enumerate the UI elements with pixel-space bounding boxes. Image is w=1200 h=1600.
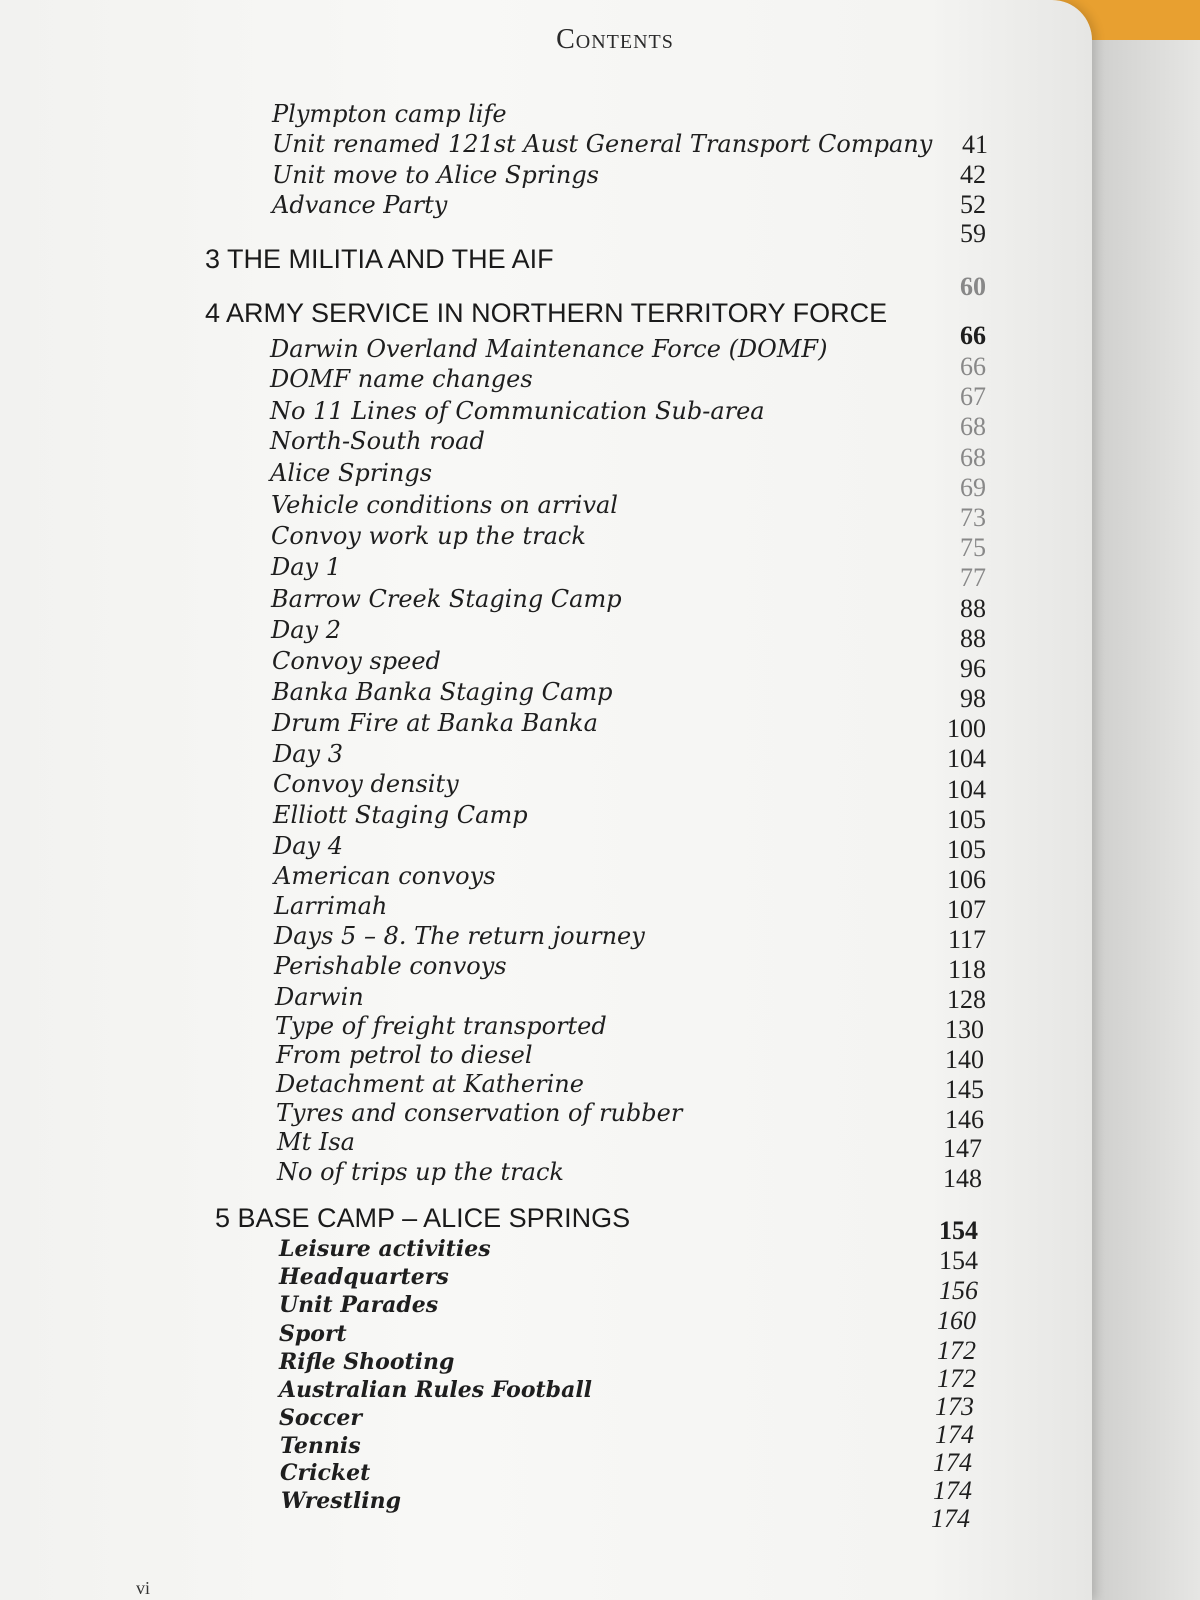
toc-entry: Headquarters: [279, 1264, 449, 1290]
toc-entry: Days 5 – 8. The return journey: [274, 922, 645, 950]
toc-entry: Soccer: [279, 1405, 362, 1431]
page-number: 67: [960, 382, 986, 411]
page-number: 88: [960, 624, 986, 653]
toc-entry: Elliott Staging Camp: [273, 801, 528, 829]
page-number: 174: [935, 1420, 974, 1449]
page-number: 59: [960, 219, 986, 248]
toc-entry: Darwin: [275, 983, 364, 1011]
page-number: 73: [960, 503, 986, 532]
page-number: 107: [947, 895, 986, 924]
page-number: 68: [960, 412, 986, 441]
toc-entry: Wrestling: [281, 1488, 401, 1514]
page-number: 145: [945, 1075, 984, 1104]
next-page-edge: [1092, 40, 1200, 1600]
toc-entry: Mt Isa: [277, 1128, 355, 1156]
toc-entry: Unit move to Alice Springs: [272, 161, 599, 189]
toc-entry: From petrol to diesel: [276, 1041, 533, 1069]
page-number: 174: [931, 1504, 970, 1533]
toc-entry: Convoy work up the track: [271, 522, 586, 550]
page-number: 147: [943, 1134, 982, 1163]
toc-entry: Vehicle conditions on arrival: [271, 491, 618, 519]
page-number: 96: [960, 654, 986, 683]
page-number: 41: [962, 130, 988, 159]
page-number: 105: [947, 805, 986, 834]
chapter-heading: 3 THE MILITIA AND THE AIF: [205, 244, 554, 274]
page-number: 66: [960, 321, 986, 350]
page-number: 104: [947, 744, 986, 773]
toc-entry: Unit Parades: [279, 1292, 439, 1318]
toc-entry: American convoys: [274, 862, 496, 890]
page-number: 42: [960, 160, 986, 189]
page-number: 148: [943, 1164, 982, 1193]
page-number: 160: [937, 1306, 976, 1335]
page-number: 174: [933, 1476, 972, 1505]
toc-entry: Banka Banka Staging Camp: [272, 678, 613, 706]
page-number: 75: [960, 533, 986, 562]
toc-entry: Darwin Overland Maintenance Force (DOMF): [270, 335, 828, 363]
toc-entry: Alice Springs: [270, 459, 433, 487]
page-number: 173: [935, 1392, 974, 1421]
page-number: 77: [960, 563, 986, 592]
toc-entry: Type of freight transported: [275, 1012, 607, 1040]
page-number: 130: [945, 1015, 984, 1044]
page-number: 106: [947, 865, 986, 894]
toc-entry: Perishable convoys: [274, 952, 507, 980]
toc-entry: Day 1: [271, 553, 342, 581]
page-number: 154: [939, 1246, 978, 1275]
page-number: 128: [947, 985, 986, 1014]
page-title: Contents: [556, 24, 674, 55]
page-number: 100: [947, 714, 986, 743]
toc-entry: No of trips up the track: [277, 1158, 564, 1186]
toc-entry: Day 2: [271, 616, 342, 644]
page-number: 172: [937, 1364, 976, 1393]
toc-entry: Convoy density: [273, 770, 459, 798]
page-number: 66: [960, 352, 986, 381]
toc-entry: Larrimah: [274, 892, 388, 920]
chapter-heading: 4 ARMY SERVICE IN NORTHERN TERRITORY FORCE: [205, 298, 888, 328]
page-number: 105: [947, 835, 986, 864]
chapter-heading: 5 BASE CAMP – ALICE SPRINGS: [215, 1203, 631, 1233]
page-number: 88: [960, 594, 986, 623]
toc-entry: Unit renamed 121st Aust General Transport Company: [272, 130, 933, 158]
page-number-footer: vi: [136, 1578, 151, 1598]
toc-entry: Cricket: [280, 1460, 371, 1486]
toc-entry: Day 4: [273, 832, 344, 860]
toc-entry: Australian Rules Football: [279, 1377, 593, 1403]
toc-entry: Tyres and conservation of rubber: [276, 1099, 683, 1127]
toc-entry: Tennis: [280, 1433, 361, 1459]
toc-entry: North-South road: [270, 427, 485, 455]
page-number: 60: [960, 272, 986, 301]
page-number: 98: [960, 684, 986, 713]
toc-entry: No 11 Lines of Communication Sub-area: [270, 397, 765, 425]
page-number: 146: [945, 1105, 984, 1134]
toc-entry: Detachment at Katherine: [276, 1070, 584, 1098]
toc-entry: Day 3: [273, 740, 344, 768]
page-number: 104: [947, 775, 986, 804]
page-number: 154: [939, 1216, 978, 1245]
page-number: 118: [947, 955, 986, 984]
toc-entry: Rifle Shooting: [279, 1349, 455, 1375]
toc-entry: Convoy speed: [272, 647, 441, 675]
page-number: 52: [960, 190, 986, 219]
toc-entry: Drum Fire at Banka Banka: [272, 709, 598, 737]
page-number: 69: [960, 473, 986, 502]
page-number: 172: [937, 1336, 976, 1365]
page-number: 68: [960, 443, 986, 472]
toc-entry: Advance Party: [272, 191, 448, 219]
page-number: 140: [945, 1045, 984, 1074]
page-number: 156: [939, 1276, 978, 1305]
toc-entry: Sport: [279, 1321, 347, 1347]
toc-entry: Plympton camp life: [272, 100, 507, 128]
toc-entry: DOMF name changes: [270, 365, 533, 393]
page-number: 174: [933, 1448, 972, 1477]
toc-entry: Leisure activities: [279, 1236, 491, 1262]
page-number: 117: [947, 925, 986, 954]
toc-entry: Barrow Creek Staging Camp: [271, 585, 622, 613]
